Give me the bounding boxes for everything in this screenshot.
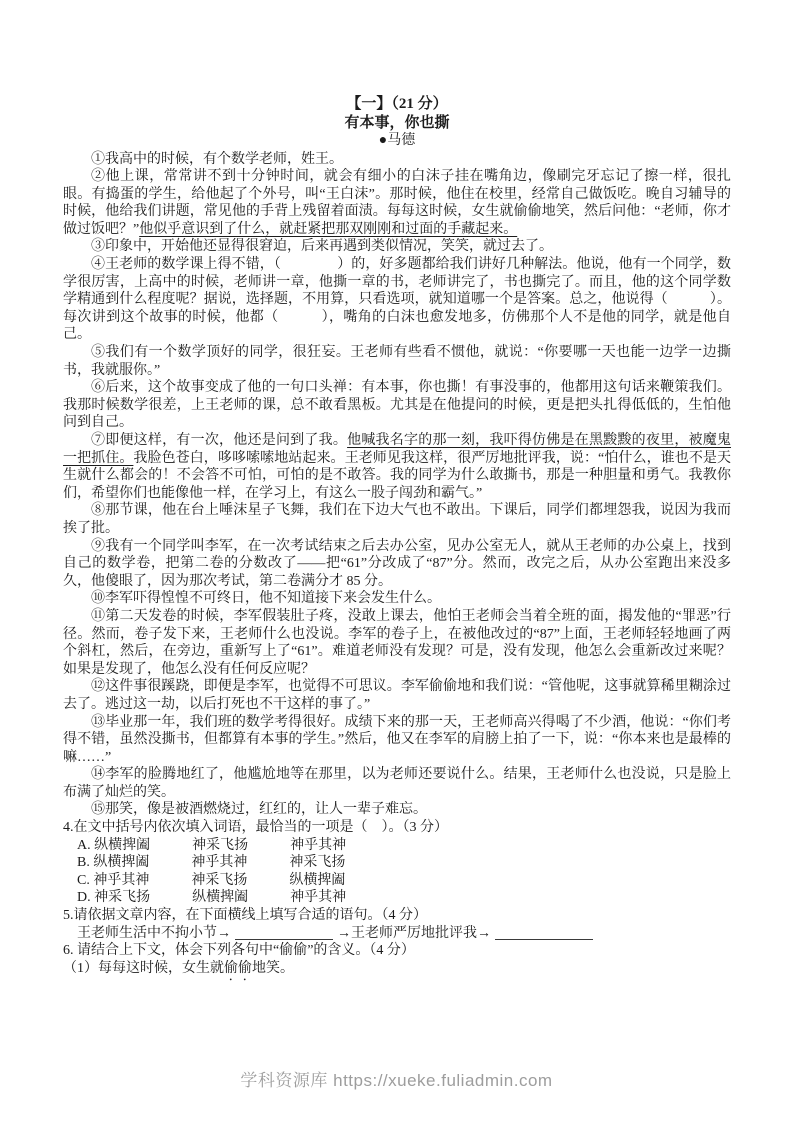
question-4-option-d: D. 神采飞扬 纵横捭阖 神乎其神 (77, 890, 347, 906)
emphasized-word: 偷偷 (224, 960, 252, 976)
question-4-option-a: A. 纵横捭阖 神采飞扬 神乎其神 (77, 837, 347, 853)
article-paragraph (63, 256, 731, 344)
question-4-stem: 4.在文中括号内依次填入词语，最恰当的一项是（ ）。（3 分） (63, 820, 448, 836)
question-5-flow-line (63, 925, 731, 943)
paragraph-text: ⑦即便这样，有一次，他还是问到了我。 (91, 433, 348, 448)
paragraph-text: ⑩李军吓得惶惶不可终日，他不知道接下来会发生什么。 (91, 591, 441, 607)
question-6-stem: 6. 请结合上下文，体会下列各句中“偷偷”的含义。（4 分） (63, 943, 415, 959)
paragraph-text: ⑪第二天发卷的时候，李军假装肚子疼，没敢上课去，他怕王老师会当着全班的面，揭发他的“罪恶”行径。然而，卷子发下来，王老师什么也没说。李军的卷子上，在被他改过的“87”上面，王老师轻轻地画了两个斜杠，然后，在旁边，重新写上了“61”。难道老师没有发现？可是，没有发现，他怎么会重新改过来呢？如果是发现了，他怎么没有任何反应呢？ (63, 608, 731, 677)
paragraph-text: ⑮那笑，像是被酒燃烧过，红红的，让人一辈子难忘。 (91, 802, 427, 818)
paragraph-text: ⑨我有一个同学叫李军，在一次考试结束之后去办公室，见办公室无人，就从王老师的办公桌上，找到自己的数学卷，把第二卷的分数改了——把“61”分改成了“87”分。然而，改完之后，从办公室跑出来没多久，他傻眼了，因为那次考试，第二卷满分才 85 分。 (63, 538, 731, 589)
article-author: ●马德 (378, 133, 416, 148)
paragraph-text: ⑫这件事很蹊跷，即便是李军，也觉得不可思议。李军偷偷地和我们说：“管他呢，这事就算稀里糊涂过去了。逃过这一劫，以后打死也不干这样的事了。” (63, 679, 731, 712)
paragraph-text: ③印象中，开始他还显得很窘迫，后来再遇到类似情况，笑笑，就过去了。 (91, 239, 553, 255)
item-text: 地笑。 (252, 960, 294, 976)
paragraph-text: ④王老师的数学课上得不错，（ ）的，好多题都给我们讲好几种解法。他说，他有一个同学，数学很厉害，上高中的时候，老师讲一章，他撕一章的书，老师讲完了，书也撕完了。而且，他的这个同学数学精通到什么程度呢？据说，选择题，不用算，只看选项，就知道哪一个是答案。总之，他说得（ ）。每次讲到这个故事的时候，他都（ ），嘴角的白沫也愈发地多，仿佛那个人不是他的同学，就是他自己。 (63, 257, 731, 343)
underlined-sentence: 他喊我名字的那一刻，我吓得仿佛是在黑黢黢的夜里，被魔鬼一把抓住。 (63, 433, 732, 466)
question-6-item-1 (63, 960, 731, 984)
question-4-option-c: C. 神乎其神 神采飞扬 纵横捭阖 (77, 872, 346, 888)
article-paragraph (63, 344, 731, 379)
article-paragraph (63, 168, 731, 238)
article-paragraph (63, 238, 731, 256)
article-paragraph (63, 151, 731, 169)
paragraph-text: ⑤我们有一个数学顶好的同学，很狂妄。王老师有些看不惯他，就说：“你要哪一天也能一边学一边撕书，我就服你。” (63, 345, 731, 378)
item-text: （1）每每这时候，女生就 (63, 960, 224, 976)
question-5-stem: 5.请依据文章内容，在下面横线上填写合适的语句。（4 分） (63, 908, 427, 924)
article-paragraph (63, 766, 731, 801)
article-paragraph (63, 714, 731, 767)
paragraph-text: ⑭李军的脸腾地红了，他尴尬地等在那里，以为老师还要说什么。结果，王老师什么也没说，只是脸上布满了灿烂的笑。 (63, 767, 731, 800)
paragraph-text: ⑧那节课，他在台上唾沫星子飞舞，我们在下边大气也不敢出。下课后，同学们都埋怨我，说因为我而挨了批。 (63, 503, 731, 536)
article-paragraph (63, 502, 731, 537)
question-4-option-b: B. 纵横捭阖 神乎其神 神采飞扬 (77, 855, 346, 871)
article-paragraph (63, 678, 731, 713)
article-paragraph (63, 801, 731, 819)
answer-blank-2 (495, 925, 593, 940)
answer-blank-1 (235, 925, 333, 940)
underlined-sentence: 他似乎意识到了什么，就赶紧把那双刚刚和过面的手藏起来。 (139, 221, 518, 237)
article-title: 有本事，你也撕 (344, 114, 450, 131)
flow-text: →王老师严厉地批评我→ (337, 925, 491, 941)
article-paragraph (63, 590, 731, 608)
article-paragraph (63, 608, 731, 678)
paragraph-text: ①我高中的时候，有个数学老师，姓王。 (91, 151, 343, 167)
paragraph-text: ⑬毕业那一年，我们班的数学考得很好。成绩下来的那一天，王老师高兴得喝了不少酒，他说：“你们考得不错，虽然没撕书，但都算有本事的学生。”然后，他又在李军的肩膀上拍了一下，说：“你本来也是最棒的嘛……” (63, 714, 731, 765)
watermark-footer: 学科资源库 https://xueke.fuliadmin.com (240, 1071, 553, 1090)
section-title: 【一】（21 分） (346, 96, 448, 112)
exam-content (63, 95, 731, 984)
article-paragraph (63, 538, 731, 591)
flow-text: 王老师生活中不拘小节→ (77, 925, 231, 941)
paragraph-text: ②他上课，常常讲不到十分钟时间，就会有细小的白沫子挂在嘴角边，像刷完牙忘记了擦一样，很扎眼。有捣蛋的学生，给他起了个外号，叫“王白沫”。那时候，他住在校里，经常自己做饭吃。晚自习辅导的时候，他给我们讲题，常见他的手背上残留着面渍。每每这时候，女生就偷偷地笑，然后问他：“老师，你才做过饭吧？” (63, 169, 731, 237)
article-paragraph (63, 432, 731, 502)
paragraph-text: ⑥后来，这个故事变成了他的一句口头禅：有本事，你也撕！有事没事的，他都用这句话来鞭策我们。我那时候数学很差，上王老师的课，总不敢看黑板。尤其是在他提问的时候，更是把头扎得低低的，生怕他问到自己。 (63, 380, 731, 431)
paragraph-text: 我脸色苍白，哆哆嗦嗦地站起来。王老师见我这样，很严厉地批评我，说：“怕什么，谁也不是天生就什么都会的！不会答不可怕，可怕的是不敢答。我的同学为什么敢撕书，那是一种胆量和勇气。我教你们，希望你们也能像他一样，在学习上，有这么一股子闯劲和霸气。” (63, 450, 731, 501)
article-paragraph (63, 379, 731, 432)
